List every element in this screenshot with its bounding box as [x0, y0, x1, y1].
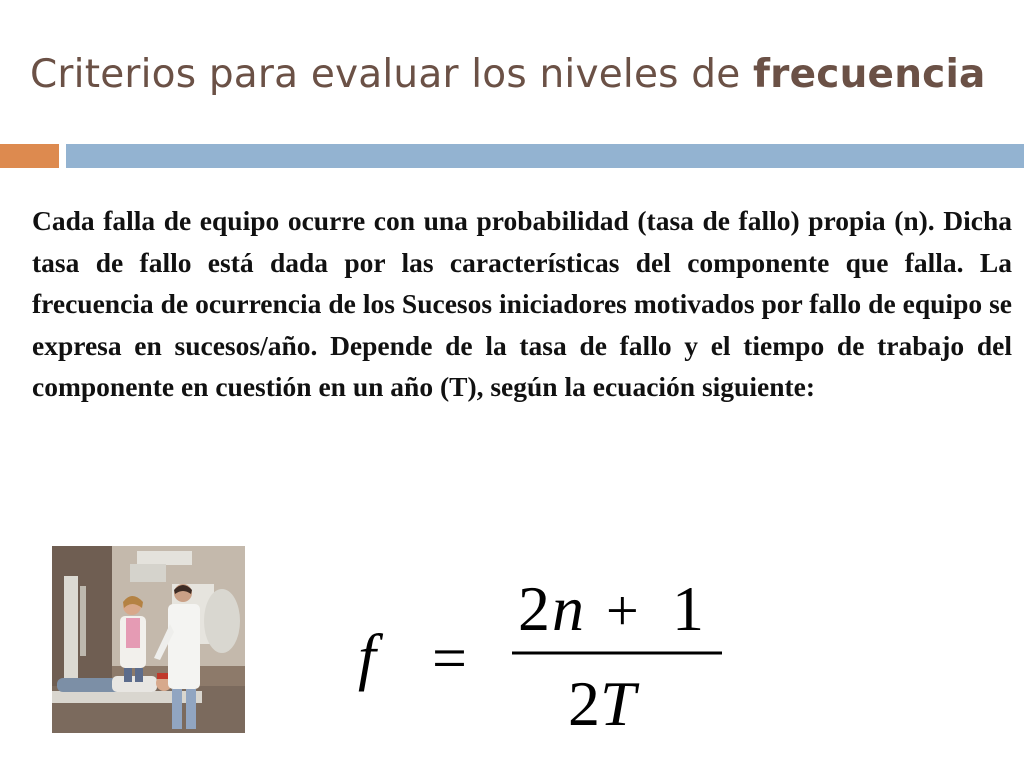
- formula-lhs: f: [358, 621, 376, 692]
- formula-denominator-coef: 2: [568, 668, 600, 739]
- hospital-photo: [52, 546, 245, 733]
- accent-bar-blue: [66, 144, 1024, 168]
- formula-equals: =: [432, 625, 467, 693]
- title-bold-word: frecuencia: [753, 52, 986, 97]
- title-regular: Criterios para evaluar los niveles de: [30, 52, 754, 97]
- formula-numerator-coef: 2: [518, 573, 550, 644]
- formula-numerator-const: 1: [672, 573, 704, 644]
- formula-numerator-plus: +: [606, 578, 639, 643]
- accent-bar-orange: [0, 144, 59, 168]
- slide-title: [30, 52, 1020, 97]
- body-paragraph: Cada falla de equipo ocurre con una probabilidad (tasa de fallo) propia (n). Dicha tasa de fallo está dada por las características del componente que falla. La frecuencia de ocurrencia de los Sucesos iniciadores motivados por fallo de equipo se expresa en sucesos/año. Depende de la tasa de fallo y el tiempo de trabajo del componente en cuestión en un año (T), según la ecuación siguiente:: [32, 205, 1012, 402]
- formula-numerator-var: n: [552, 573, 584, 644]
- frequency-equation: [350, 565, 740, 745]
- formula-denominator-var: T: [600, 668, 636, 739]
